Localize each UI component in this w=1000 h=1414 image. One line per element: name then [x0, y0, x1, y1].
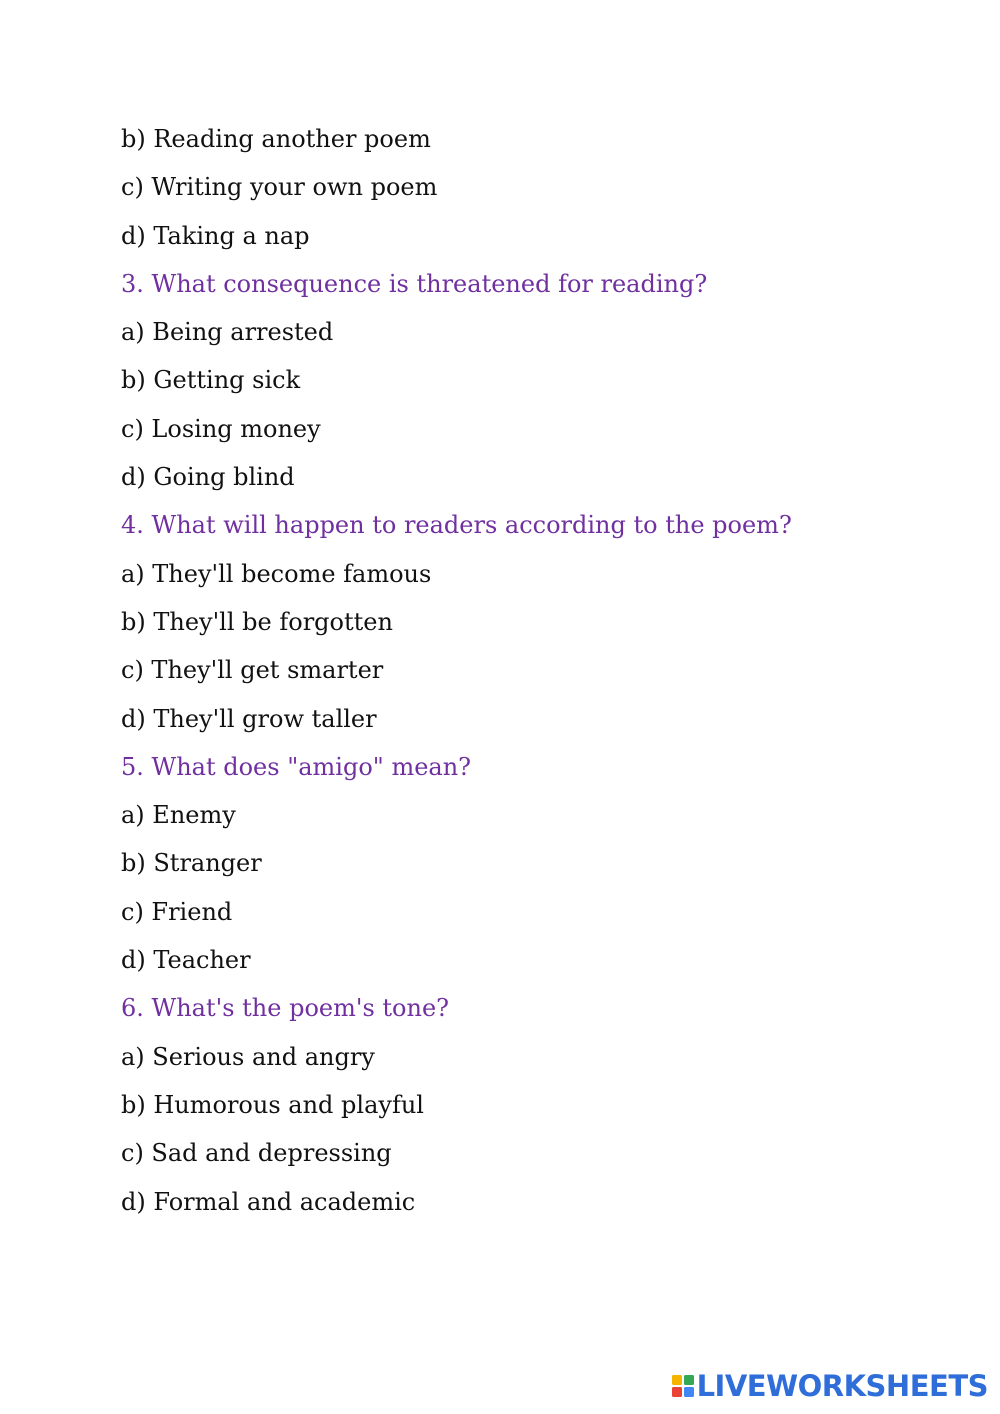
worksheet-content [121, 115, 941, 1226]
answer-option: a) Enemy [121, 801, 236, 830]
liveworksheets-logo-icon [672, 1375, 694, 1397]
answer-option: d) Teacher [121, 946, 251, 975]
answer-option: a) They'll become famous [121, 559, 432, 588]
answer-option: c) Sad and depressing [121, 1139, 392, 1168]
answer-option: b) Getting sick [121, 366, 301, 395]
answer-option: d) They'll grow taller [121, 704, 377, 733]
answer-option: b) Reading another poem [121, 125, 431, 153]
answer-option: c) They'll get smarter [121, 656, 384, 685]
answer-option: d) Going blind [121, 463, 295, 492]
question-heading: 6. What's the poem's tone? [121, 994, 450, 1023]
answer-option: a) Serious and angry [121, 1042, 375, 1071]
brand-name: LIVEWORKSHEETS [696, 1369, 988, 1403]
answer-option: b) Humorous and playful [121, 1090, 424, 1119]
question-heading: 4. What will happen to readers according to the poem? [121, 511, 792, 540]
answer-option: a) Being arrested [121, 318, 334, 347]
answer-option: d) Formal and academic [121, 1187, 416, 1216]
answer-option: c) Writing your own poem [121, 173, 438, 202]
answer-option: c) Friend [121, 897, 233, 926]
question-heading: 5. What does "amigo" mean? [121, 752, 472, 781]
liveworksheets-branding [672, 1368, 988, 1404]
answer-option: c) Losing money [121, 414, 321, 443]
question-heading: 3. What consequence is threatened for reading? [121, 269, 708, 298]
answer-option: d) Taking a nap [121, 221, 310, 250]
answer-option: b) Stranger [121, 849, 262, 878]
answer-option: b) They'll be forgotten [121, 607, 393, 636]
